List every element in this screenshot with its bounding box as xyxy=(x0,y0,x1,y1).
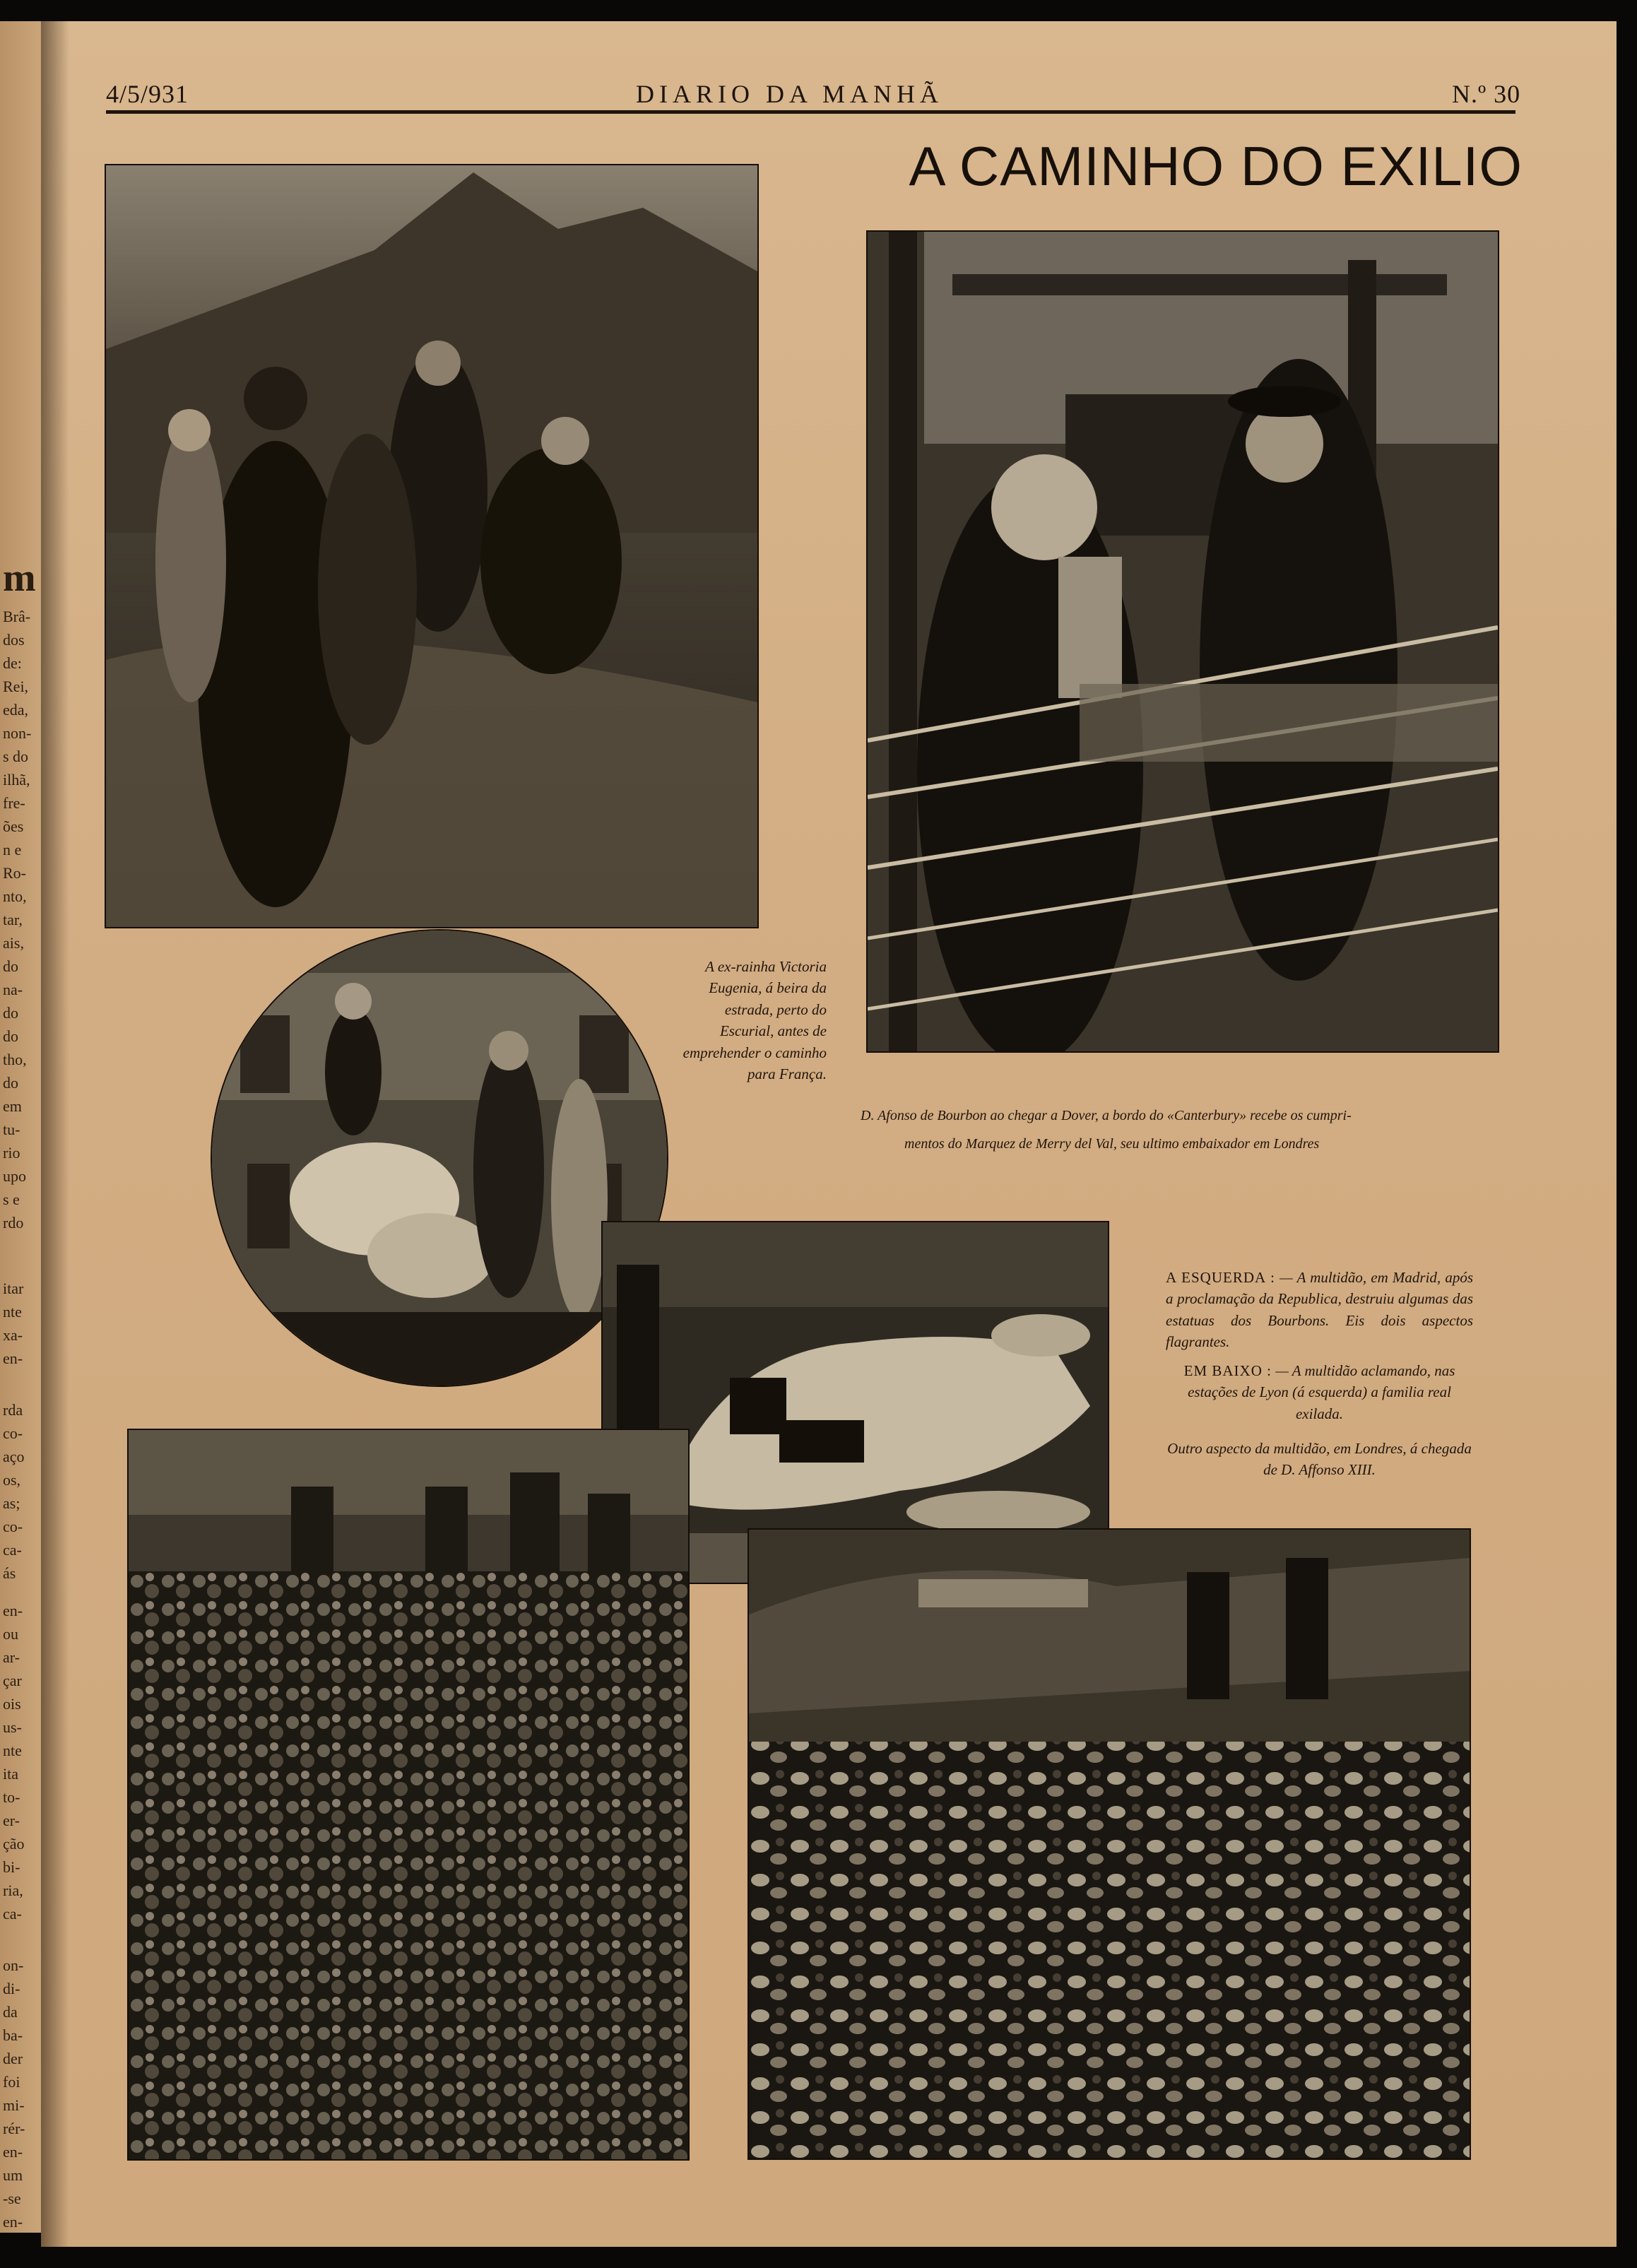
previous-page-fragment: der xyxy=(3,2050,23,2067)
previous-page-fragment: n e xyxy=(3,841,22,858)
previous-page-fragment: en- xyxy=(3,1349,23,1367)
previous-page-fragment: aço xyxy=(3,1448,25,1465)
previous-page-fragment: da xyxy=(3,2003,18,2021)
previous-page-fragment: ca- xyxy=(3,1905,22,1923)
previous-page-fragment: dos xyxy=(3,631,25,649)
previous-page-fragment: rio xyxy=(3,1144,20,1162)
caption-london: Outro aspecto da multidão, em Londres, á chegada de D. Affonso XIII. xyxy=(1167,1440,1472,1479)
previous-page-fragment: rér- xyxy=(3,2120,25,2137)
previous-page-fragment: de: xyxy=(3,654,22,672)
previous-page-fragment: m xyxy=(3,556,36,600)
previous-page-fragment: fre- xyxy=(3,794,25,812)
previous-page-fragment: do xyxy=(3,1004,18,1022)
previous-page-fragment: ção xyxy=(3,1835,25,1853)
caption-queen: A ex-rainha Victoria Eugenia, á beira da estrada, perto do Escurial, antes de emprehender o caminho para França. xyxy=(682,958,827,1083)
previous-page-fragment: ca- xyxy=(3,1541,22,1559)
previous-page-fragment: ba- xyxy=(3,2026,23,2044)
previous-page-fragment: mi- xyxy=(3,2096,25,2114)
previous-page-fragment: to- xyxy=(3,1788,20,1806)
previous-page-fragment: ar- xyxy=(3,1648,20,1666)
previous-page-fragment: co- xyxy=(3,1518,23,1535)
photo-queen-roadside xyxy=(105,164,759,928)
previous-page-fragment: tho, xyxy=(3,1051,27,1068)
previous-page-fragment: foi xyxy=(3,2073,20,2091)
caption-dover-line2: mentos do Marquez de Merry del Val, seu ultimo embaixador em Londres xyxy=(904,1136,1320,1152)
previous-page-fragment: ilhã, xyxy=(3,771,30,789)
photo-statue-crowd-circle xyxy=(211,929,668,1387)
previous-page-fragment: s e xyxy=(3,1191,20,1208)
previous-page-fragment: do xyxy=(3,1027,18,1045)
previous-page-fragment: non- xyxy=(3,724,32,742)
previous-page-fragment: do xyxy=(3,957,18,975)
previous-page-fragment: Ro- xyxy=(3,864,26,882)
previous-page-fragment: çar xyxy=(3,1672,22,1689)
previous-page-fragment: er- xyxy=(3,1812,20,1829)
previous-page-fragment: eda, xyxy=(3,701,29,719)
previous-page-fragment: di- xyxy=(3,1980,20,1997)
previous-page-fragment: ita xyxy=(3,1765,18,1783)
previous-page-fragment: um xyxy=(3,2166,23,2184)
previous-page-fragment: en- xyxy=(3,2143,23,2161)
caption-dover-line1: D. Afonso de Bourbon ao chegar a Dover, a bordo do «Canterbury» recebe os cumpri- xyxy=(861,1108,1352,1123)
previous-page-fragment: on- xyxy=(3,1956,24,1974)
binding-shadow xyxy=(41,21,69,2247)
previous-page-fragment: ões xyxy=(3,817,24,835)
previous-page-fragment: nto, xyxy=(3,887,27,905)
previous-page-fragment: ois xyxy=(3,1695,21,1713)
previous-page-fragment: co- xyxy=(3,1424,23,1442)
header-rule xyxy=(106,110,1515,114)
previous-page-fragment: xa- xyxy=(3,1326,23,1344)
previous-page-fragment: as; xyxy=(3,1494,20,1512)
header-date: 4/5/931 xyxy=(106,80,189,108)
previous-page-fragment: ria, xyxy=(3,1882,23,1899)
photo-lyon-station-crowd xyxy=(127,1429,690,2161)
previous-page-fragment: Brâ- xyxy=(3,608,31,625)
previous-page-fragment: ais, xyxy=(3,934,24,952)
caption-left-text: — A multidão, em Madrid, após a proclamação da Republica, destruiu algumas das estatuas dos Bourbons. Eis dois aspectos flagrantes. xyxy=(1166,1269,1473,1351)
previous-page-fragment: -se xyxy=(3,2190,21,2207)
photo-dover-arrival xyxy=(866,230,1499,1053)
previous-page-fragment: us- xyxy=(3,1718,22,1736)
previous-page-fragment: rda xyxy=(3,1401,23,1419)
masthead: DIARIO DA MANHÃ xyxy=(636,80,943,108)
previous-page-fragment: os, xyxy=(3,1471,21,1489)
caption-below-text: — A multidão aclamando, nas estações de Lyon (á esquerda) a familia real exilada. xyxy=(1188,1362,1455,1422)
previous-page-fragment: tar, xyxy=(3,911,23,928)
previous-page-fragment: em xyxy=(3,1097,22,1115)
previous-page-fragment: tu- xyxy=(3,1121,20,1138)
previous-page-fragment: en- xyxy=(3,1602,23,1619)
previous-page-fragment: ás xyxy=(3,1564,16,1582)
previous-page-fragment: na- xyxy=(3,981,23,998)
previous-page-fragment: en- xyxy=(3,2213,23,2231)
caption-below-block xyxy=(1166,1360,1473,1424)
previous-page-fragment: upo xyxy=(3,1167,26,1185)
previous-page-fragment: s do xyxy=(3,748,29,765)
previous-page-fragment: nte xyxy=(3,1742,22,1759)
previous-page-fragment: itar xyxy=(3,1280,24,1297)
previous-page-fragment: rdo xyxy=(3,1214,24,1232)
caption-left-label: A ESQUERDA : xyxy=(1166,1269,1275,1286)
caption-below-label: EM BAIXO : xyxy=(1183,1362,1272,1379)
caption-left-block xyxy=(1166,1267,1473,1353)
previous-page-fragment: do xyxy=(3,1074,18,1092)
previous-page-fragment: Rei, xyxy=(3,678,29,695)
previous-page-fragment: ou xyxy=(3,1625,18,1643)
photo-london-crowd xyxy=(747,1528,1471,2160)
issue-number: N.º 30 xyxy=(1452,80,1521,108)
previous-page-fragment: nte xyxy=(3,1303,22,1321)
previous-page-fragment: bi- xyxy=(3,1858,20,1876)
headline: A CAMINHO DO EXILIO xyxy=(909,135,1523,197)
